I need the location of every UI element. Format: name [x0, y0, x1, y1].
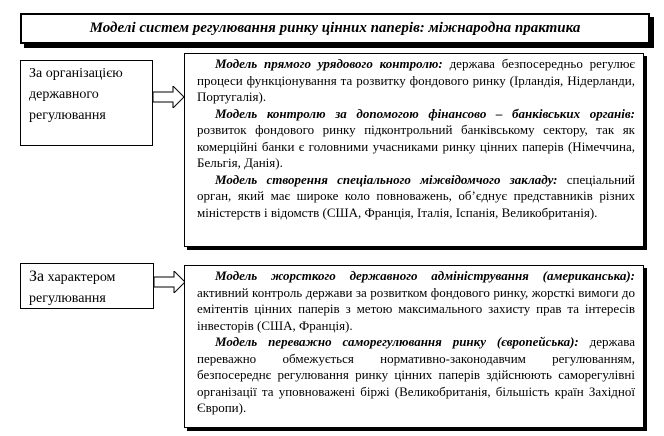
- model-description: держава переважно обмежується нормативно-законодавчим регулюванням, безпосереднє регулювання ринку цінних паперів здійснюють саморегулівні організації та уповноважені біржі (Великобританія, більшість країн Західної Європи).: [197, 334, 636, 415]
- model-description: держава безпосередньо регулює процеси функціонування та розвитку фондового ринку (Ірландія, Нідерланди, Португалія).: [197, 56, 635, 104]
- model-item: [197, 106, 635, 172]
- diagram-title: Моделі систем регулювання ринку цінних паперів: міжнародна практика: [20, 13, 650, 44]
- models-box-character: [184, 265, 644, 428]
- criterion-label-rest: характером регулювання: [29, 270, 116, 306]
- model-item: [197, 268, 635, 334]
- criterion-box-character: [20, 263, 154, 309]
- model-name: Модель контролю за допомогою фінансово – банківських органів:: [215, 105, 635, 121]
- model-item: [197, 172, 635, 222]
- models-box-organization: [184, 53, 644, 247]
- model-description: активний контроль держави за розвитком фондового ринку, жорсткі вимоги до емітентів цінних паперів з метою максимального захисту прав та інтересів інвесторів (США, Франція).: [197, 284, 635, 333]
- model-name: Модель переважно саморегулювання ринку (європейська):: [215, 334, 579, 349]
- model-description: розвиток фондового ринку підконтрольний банківському сектору, так як комерційні банки є головними учасниками ринку цінних паперів (Німеччина, Бельгія, Данія).: [197, 122, 635, 170]
- arrow-right-icon: [154, 271, 186, 293]
- model-item: [197, 56, 635, 106]
- model-description: спеціальний орган, який має широке коло повноважень, об’єднує представників різних міністерств і відомств (США, Франція, Італія, Іспанія, Великобританія).: [197, 171, 635, 220]
- model-name: Модель жорсткого державного адміністрування (американська):: [215, 268, 635, 283]
- model-item: [197, 334, 635, 417]
- model-name: Модель прямого урядового контролю:: [215, 56, 443, 71]
- criterion-label-first: За: [29, 268, 45, 285]
- criterion-box-organization: За організацією державного регулювання: [20, 60, 153, 146]
- model-name: Модель створення спеціального міжвідомчого закладу:: [215, 171, 558, 187]
- arrow-right-icon: [153, 86, 185, 108]
